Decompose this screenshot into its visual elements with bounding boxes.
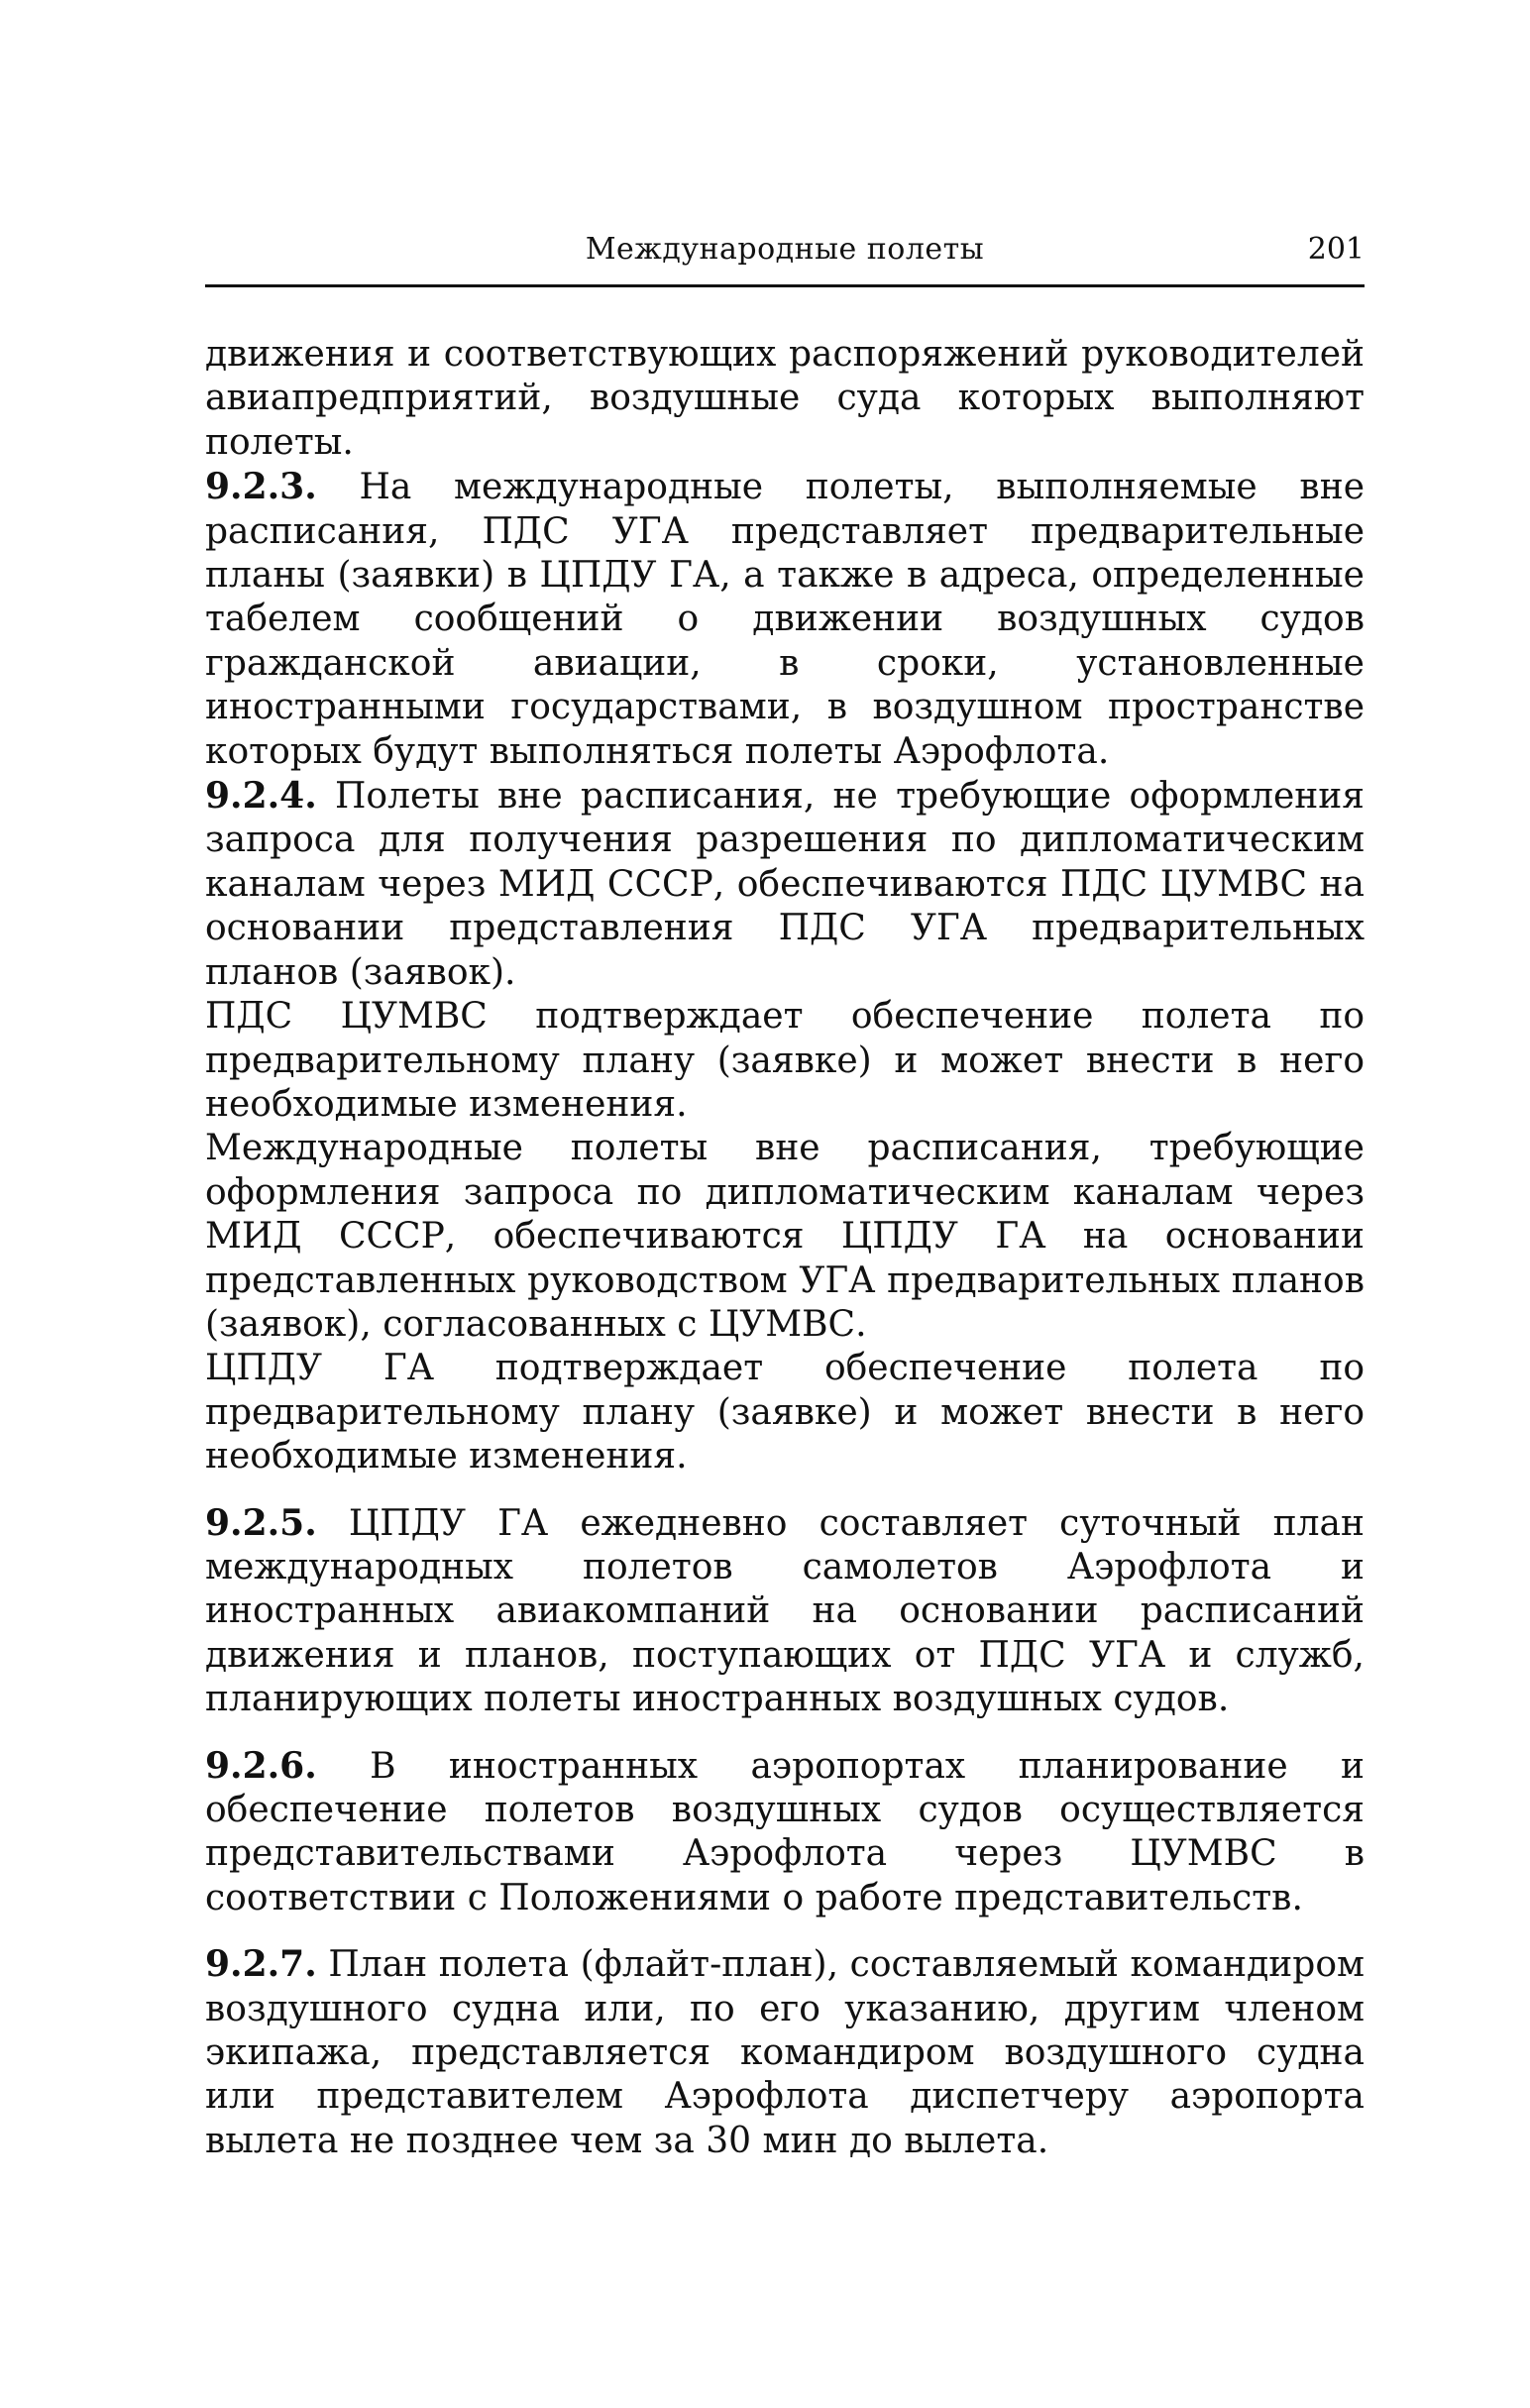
paragraph-text: В иностранных аэропортах планирование и обеспечение полетов воздушных судов осуществляется представительствами Аэрофлота через ЦУМВС в соответствии с Положениями о работе представительств. bbox=[205, 1745, 1365, 1918]
paragraph-9-2-6 bbox=[205, 1744, 1365, 1921]
paragraph-9-2-5 bbox=[205, 1501, 1365, 1722]
paragraph-9-2-4 bbox=[205, 774, 1365, 995]
running-header bbox=[205, 220, 1365, 279]
paragraph-text: План полета (флайт-план), составляемый командиром воздушного судна или, по его указанию, другим членом экипажа, представляется командиром воздушного судна или представителем Аэрофлота диспетчеру аэропорта вылета не позднее чем за 30 мин до вылета. bbox=[205, 1944, 1365, 2161]
paragraph-text: ЦПДУ ГА подтверждает обеспечение полета по предварительному плану (заявке) и может внести в него необходимые изменения. bbox=[205, 1348, 1365, 1478]
paragraph-text: ЦПДУ ГА ежедневно составляет суточный план международных полетов самолетов Аэрофлота и иностранных авиакомпаний на основании расписаний движения и планов, поступающих от ПДС УГА и служб, планирующих полеты иностранных воздушных судов. bbox=[205, 1502, 1365, 1720]
paragraph-number: 9.2.5. bbox=[205, 1501, 317, 1544]
paragraph-number: 9.2.7. bbox=[205, 1943, 317, 1986]
page-number: 201 bbox=[1307, 232, 1365, 267]
paragraph-number: 9.2.3. bbox=[205, 466, 317, 508]
paragraph-text: ПДС ЦУМВС подтверждает обеспечение полета по предварительному плану (заявке) и может внести в него необходимые изменения. bbox=[205, 996, 1365, 1125]
paragraph-9-2-7 bbox=[205, 1942, 1365, 2163]
header-rule bbox=[205, 284, 1365, 287]
paragraph-continuation bbox=[205, 333, 1365, 465]
paragraph-text: Международные полеты вне расписания, требующие оформления запроса по дипломатическим каналам через МИД СССР, обеспечиваются ЦПДУ ГА на основании представленных руководством УГА предварительных планов (заявок), согласованных с ЦУМВС. bbox=[205, 1128, 1365, 1345]
paragraph-tspdu-ga bbox=[205, 1347, 1365, 1478]
paragraph-international-flights bbox=[205, 1127, 1365, 1347]
running-title: Международные полеты bbox=[585, 232, 985, 267]
paragraph-text: движения и соответствующих распоряжений руководителей авиапредприятий, воздушные суда которых выполняют полеты. bbox=[205, 334, 1365, 463]
paragraph-9-2-3 bbox=[205, 465, 1365, 774]
paragraph-pds-tsumvs bbox=[205, 995, 1365, 1127]
paragraph-text: Полеты вне расписания, не требующие оформления запроса для получения разрешения по дипломатическим каналам через МИД СССР, обеспечиваются ПДС ЦУМВС на основании представления ПДС УГА предварительных планов (заявок). bbox=[205, 776, 1365, 993]
paragraph-number: 9.2.6. bbox=[205, 1744, 317, 1787]
paragraph-number: 9.2.4. bbox=[205, 775, 317, 818]
paragraph-text: На международные полеты, выполняемые вне расписания, ПДС УГА представляет предварительные планы (заявки) в ЦПДУ ГА, а также в адреса, определенные табелем сообщений о движении воздушных судов гражданской авиации, в сроки, установленные иностранными государствами, в воздушном пространстве которых будут выполняться полеты Аэрофлота. bbox=[205, 467, 1365, 772]
body-text bbox=[205, 333, 1365, 2163]
